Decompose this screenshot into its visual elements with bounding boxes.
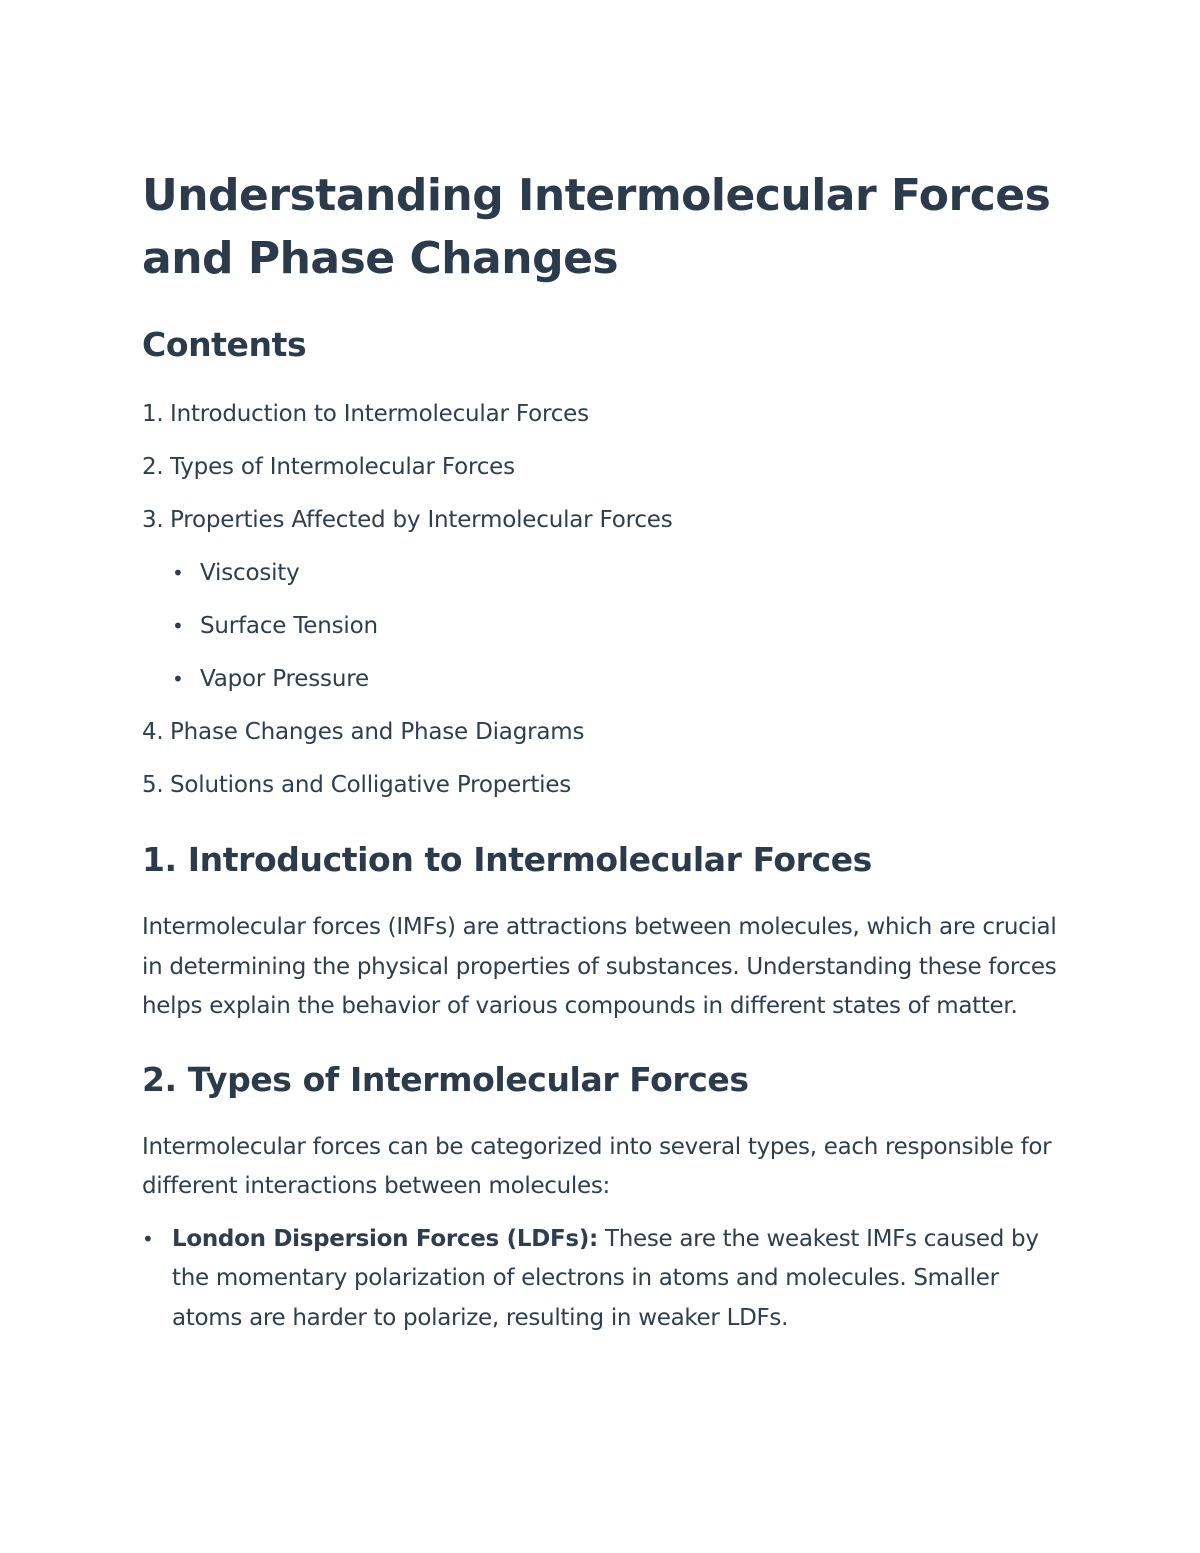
toc-sublabel: Viscosity bbox=[200, 560, 300, 586]
bullet-icon: • bbox=[142, 1226, 154, 1251]
toc-sublabel: Surface Tension bbox=[200, 613, 378, 639]
toc-item-5[interactable] bbox=[142, 759, 1062, 812]
document-page bbox=[142, 164, 1062, 1338]
toc-subitem-viscosity[interactable] bbox=[172, 547, 1062, 600]
term-description: These are the weakest IMFs caused by the momentary polarization of electrons in atoms and molecules. Smaller atoms are harder to polarize, resulting in weaker LDFs. bbox=[172, 1225, 1039, 1331]
toc-sublist bbox=[142, 547, 1062, 706]
bullet-icon: • bbox=[172, 561, 184, 585]
list-item bbox=[142, 1220, 1062, 1339]
toc-item-3[interactable] bbox=[142, 494, 1062, 706]
term-label: London Dispersion Forces (LDFs): bbox=[172, 1225, 598, 1252]
toc-item-4[interactable] bbox=[142, 706, 1062, 759]
section-2-intro: Intermolecular forces can be categorized into several types, each responsible for different interactions between molecules: bbox=[142, 1133, 1052, 1199]
bullet-icon: • bbox=[172, 614, 184, 638]
imf-types-list bbox=[142, 1220, 1062, 1339]
toc-label: Phase Changes and Phase Diagrams bbox=[170, 719, 585, 745]
page-title: Understanding Intermolecular Forces and Phase Changes bbox=[142, 170, 1051, 284]
section-1-heading: 1. Introduction to Intermolecular Forces bbox=[142, 840, 872, 879]
section-1-body: Intermolecular forces (IMFs) are attractions between molecules, which are crucial in determining the physical properties of substances. Understanding these forces helps explain the behavior of various compounds in different states of matter. bbox=[142, 914, 1057, 1019]
toc-label: Properties Affected by Intermolecular Forces bbox=[170, 507, 673, 533]
toc-number: 5. bbox=[142, 772, 164, 798]
toc-item-2[interactable] bbox=[142, 441, 1062, 494]
toc-item-1[interactable] bbox=[142, 388, 1062, 441]
contents-heading: Contents bbox=[142, 325, 307, 364]
toc-label: Introduction to Intermolecular Forces bbox=[170, 401, 589, 427]
toc-number: 2. bbox=[142, 454, 164, 480]
section-2-heading: 2. Types of Intermolecular Forces bbox=[142, 1059, 749, 1099]
toc-subitem-vapor-pressure[interactable] bbox=[172, 653, 1062, 706]
toc-number: 4. bbox=[142, 719, 164, 745]
toc-number: 1. bbox=[142, 401, 164, 427]
toc-number: 3. bbox=[142, 507, 164, 533]
toc-sublabel: Vapor Pressure bbox=[200, 666, 369, 692]
toc-label: Solutions and Colligative Properties bbox=[170, 772, 572, 798]
table-of-contents bbox=[142, 388, 1062, 812]
toc-subitem-surface-tension[interactable] bbox=[172, 600, 1062, 653]
bullet-icon: • bbox=[172, 667, 184, 691]
toc-label: Types of Intermolecular Forces bbox=[170, 454, 515, 480]
